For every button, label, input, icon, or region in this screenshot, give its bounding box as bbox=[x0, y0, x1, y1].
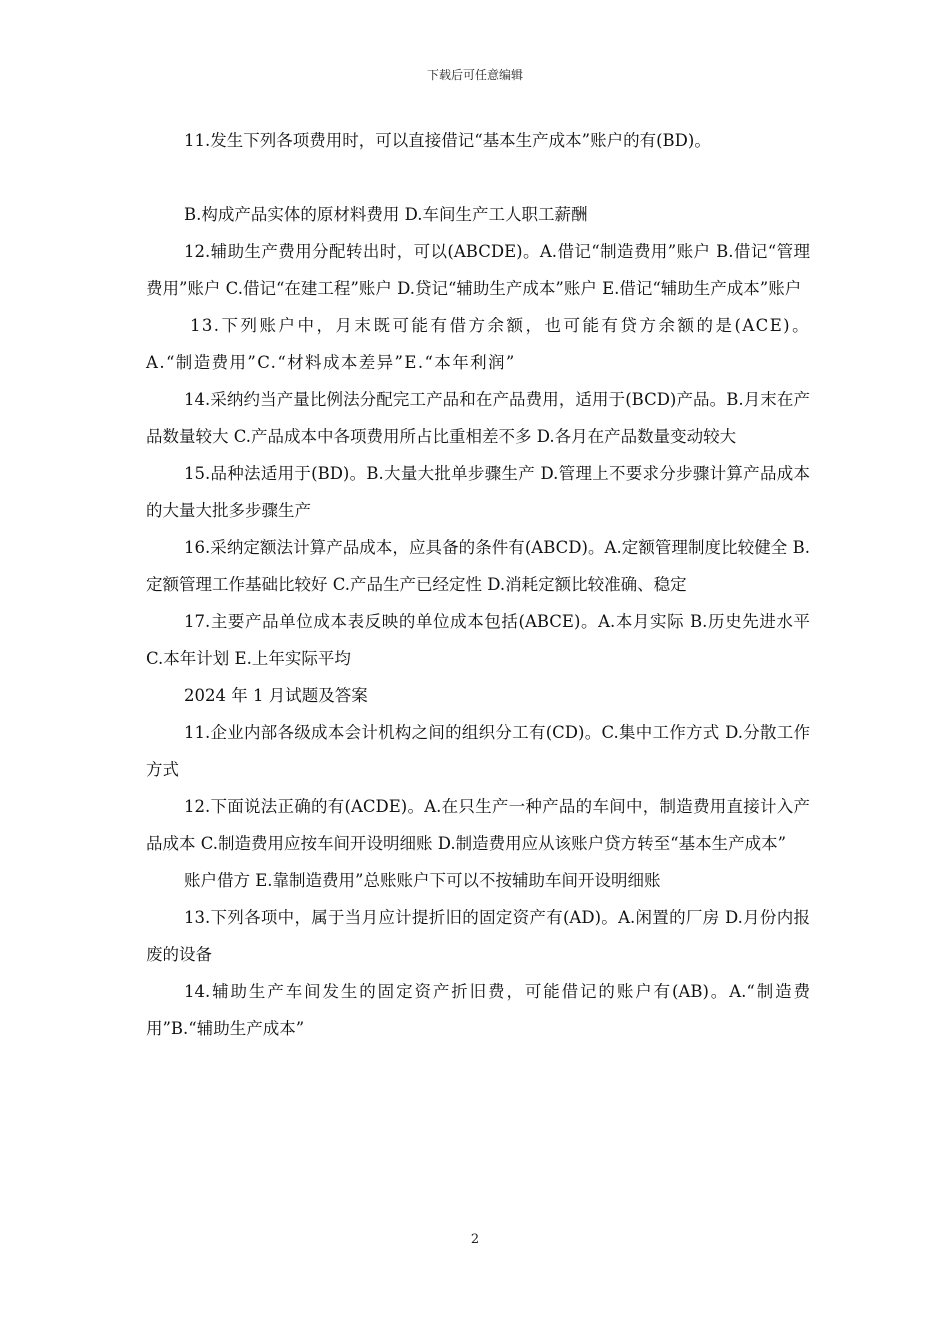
paragraph: 15.品种法适用于(BD)。B.大量大批单步骤生产 D.管理上不要求分步骤计算产品成本的大量大批多步骤生产 bbox=[146, 464, 810, 520]
paragraph: 12.辅助生产费用分配转出时，可以(ABCDE)。A.借记“制造费用”账户 B.借记“管理费用”账户 C.借记“在建工程”账户 D.贷记“辅助生产成本”账户 E.借记“辅助生产成本”账户 bbox=[146, 242, 810, 298]
paragraph: 14.采纳约当产量比例法分配完工产品和在产品费用，适用于(BCD)产品。B.月末在产品数量较大 C.产品成本中各项费用所占比重相差不多 D.各月在产品数量变动较大 bbox=[146, 390, 810, 446]
paragraph: B.构成产品实体的原材料费用 D.车间生产工人职工薪酬 bbox=[184, 205, 588, 224]
paragraph: 16.采纳定额法计算产品成本，应具备的条件有(ABCD)。A.定额管理制度比较健全 B.定额管理工作基础比较好 C.产品生产已经定性 D.消耗定额比较准确、稳定 bbox=[146, 538, 810, 594]
paragraph: 12.下面说法正确的有(ACDE)。A.在只生产一种产品的车间中，制造费用直接计入产品成本 C.制造费用应按车间开设明细账 D.制造费用应从该账户贷方转至“基本生产成本” bbox=[146, 797, 810, 853]
paragraph: 13.下列各项中，属于当月应计提折旧的固定资产有(AD)。A.闲置的厂房 D.月份内报废的设备 bbox=[146, 908, 810, 964]
page-number: 2 bbox=[470, 1232, 480, 1247]
paragraph: 11.发生下列各项费用时，可以直接借记“基本生产成本”账户的有(BD)。 bbox=[184, 131, 711, 150]
section-heading: 2024 年 1 月试题及答案 bbox=[184, 686, 368, 705]
paragraph: 13.下列账户中，月末既可能有借方余额，也可能有贷方余额的是(ACE)。A.“制造费用”C.“材料成本差异”E.“本年利润” bbox=[146, 316, 810, 372]
paragraph: 账户借方 E.靠制造费用”总账账户下可以不按辅助车间开设明细账 bbox=[184, 871, 661, 890]
blank-gap bbox=[146, 159, 810, 196]
page-header: 下载后可任意编辑 bbox=[426, 68, 523, 82]
document-body bbox=[146, 122, 810, 1047]
paragraph: 14.辅助生产车间发生的固定资产折旧费，可能借记的账户有(AB)。A.“制造费用”B.“辅助生产成本” bbox=[146, 982, 810, 1038]
paragraph: 11.企业内部各级成本会计机构之间的组织分工有(CD)。C.集中工作方式 D.分散工作方式 bbox=[146, 723, 810, 779]
paragraph: 17.主要产品单位成本表反映的单位成本包括(ABCE)。A.本月实际 B.历史先进水平 C.本年计划 E.上年实际平均 bbox=[146, 612, 810, 668]
